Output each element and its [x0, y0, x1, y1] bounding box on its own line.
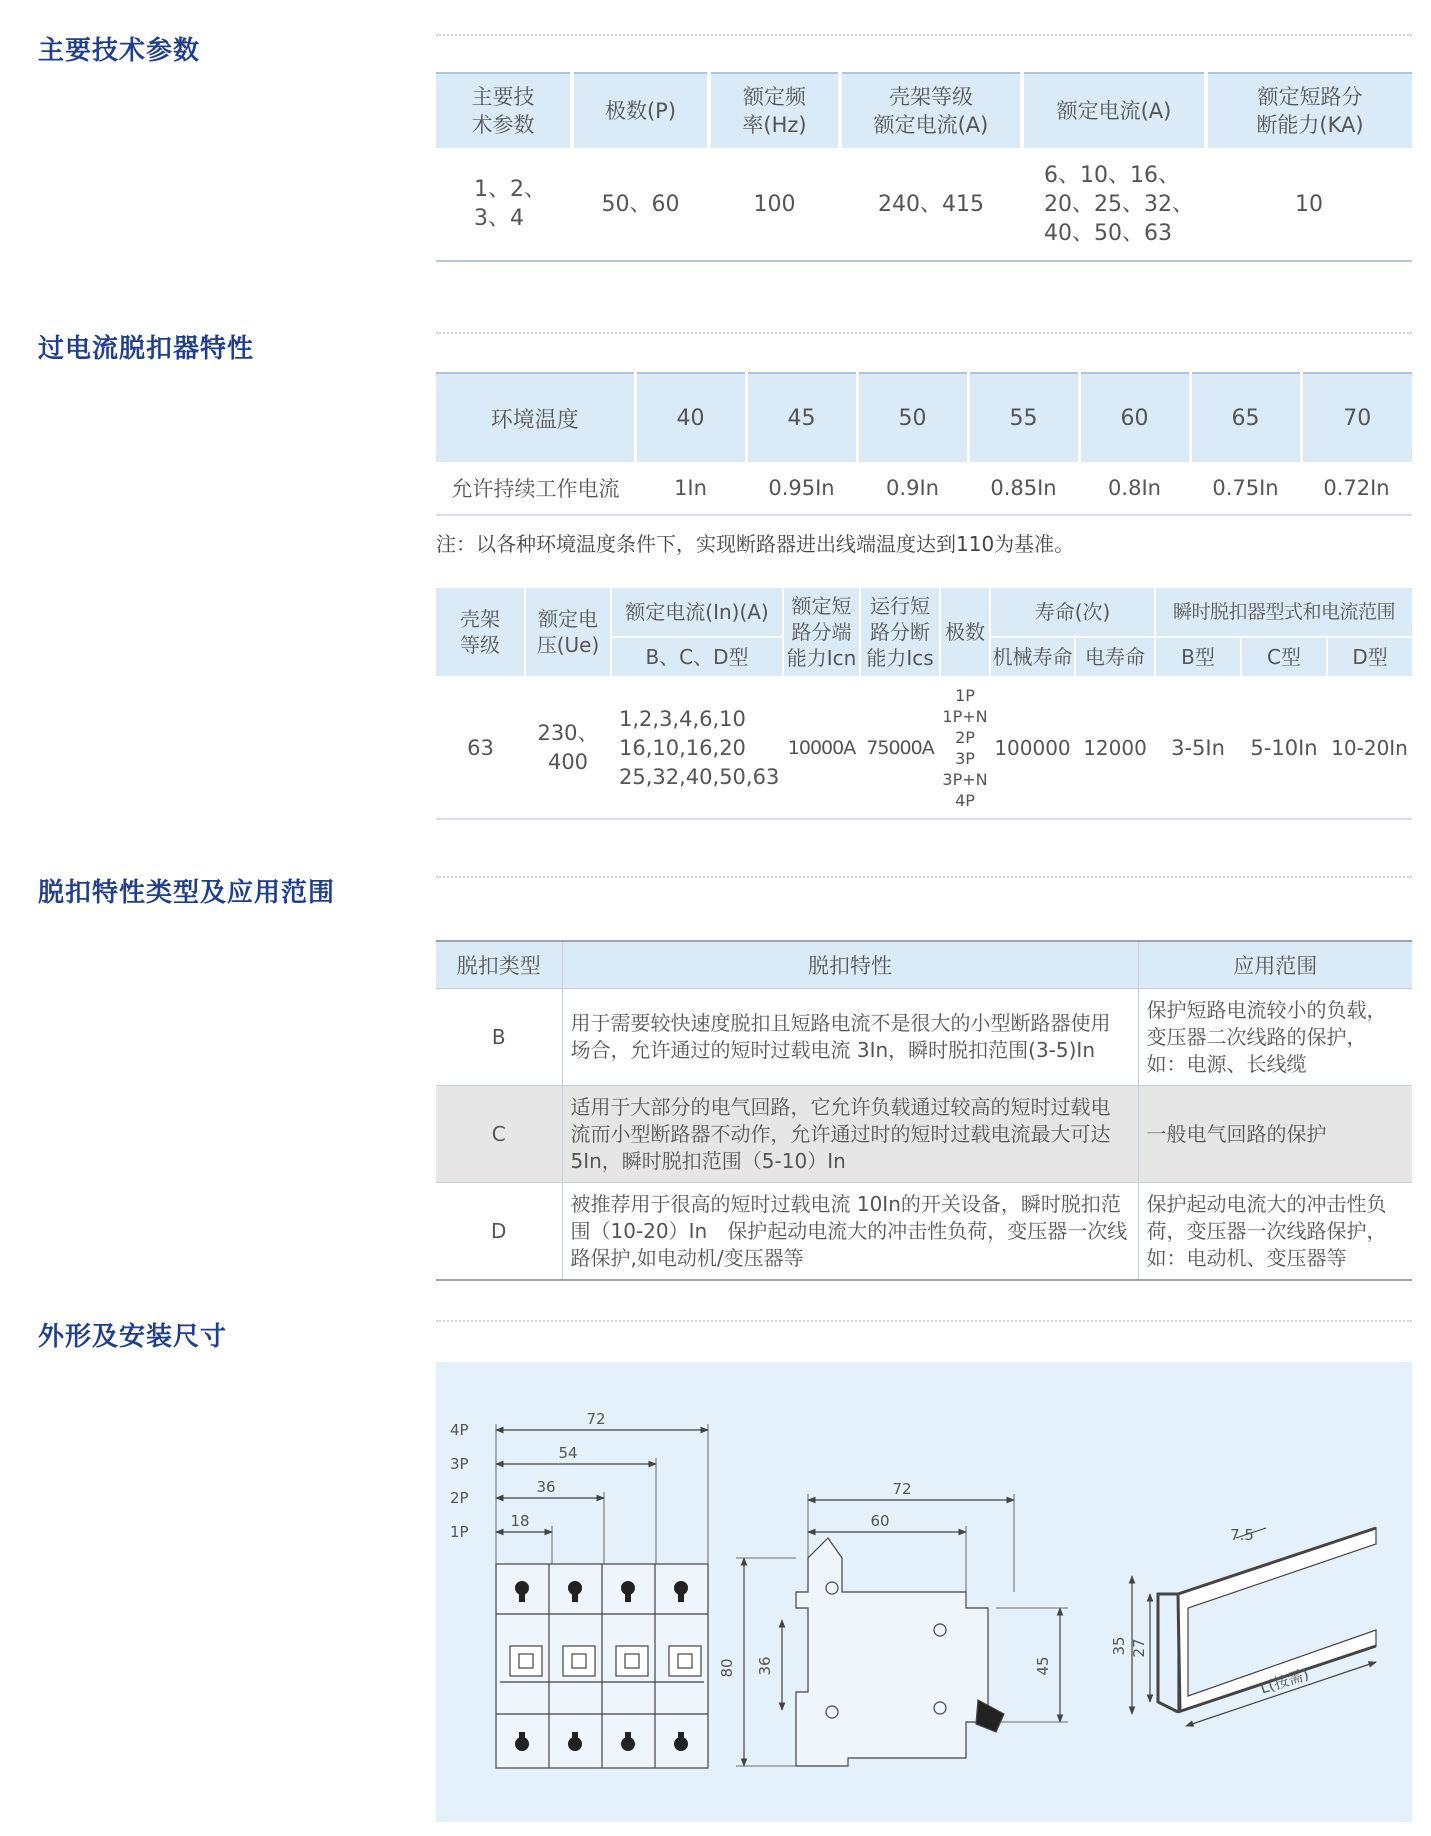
front-view-drawing [496, 1424, 708, 1768]
dim-27: 27 [1130, 1638, 1148, 1658]
dim-72: 72 [586, 1410, 606, 1428]
cell-poles: 1P 1P+N 2P 3P 3P+N 4P [942, 686, 988, 810]
table-row [436, 1183, 1412, 1281]
main-params-table [436, 72, 1412, 262]
header-cell: 脱扣类型 [436, 941, 562, 989]
cell-c-range: 5-10In [1250, 735, 1318, 760]
header-cell: 环境温度 [436, 373, 635, 462]
cell-breaking-capacity: 10 [1295, 191, 1323, 217]
cell-ics: 75000A [866, 736, 934, 759]
header-cell: 极数(P) [572, 73, 709, 148]
header-cell: 额定短 路分端 能力Icn [783, 588, 860, 677]
trip-type: D [436, 1183, 562, 1281]
cell-currents: 1,2,3,4,6,10 16,10,16,20 25,32,40,50,63 [619, 706, 780, 789]
current-cell: 0.95In [768, 476, 835, 500]
dim-45: 45 [1034, 1656, 1052, 1676]
temp-cell: 50 [857, 373, 968, 462]
dim-7-5: 7.5 [1230, 1526, 1254, 1544]
section-title-trip-types: 脱扣特性类型及应用范围 [38, 878, 336, 908]
cell-rated-current: 6、10、16、 20、25、32、 40、50、63 [1044, 162, 1194, 246]
table-row [436, 462, 1412, 515]
temp-cell: 65 [1190, 373, 1301, 462]
section-title-main-params: 主要技术参数 [38, 36, 201, 66]
trip-characteristic: 被推荐用于很高的短时过载电流 10In的开关设备，瞬时脱扣范围（10-20）In 保护起动电流大的冲击性负荷，变压器一次线路保护,如电动机/变压器等 [562, 1183, 1138, 1281]
trip-characteristic: 适用于大部分的电气回路，它允许负载通过较高的短时过载电流而小型断路器不动作，允许通过时的短时过载电流最大可达5In，瞬时脱扣范围（5-10）In [562, 1086, 1138, 1183]
table-row [436, 989, 1412, 1086]
dim-36: 36 [536, 1478, 556, 1496]
trip-types-table [436, 940, 1412, 1281]
header-cell: 极数 [940, 588, 990, 677]
rail-length-label: L(按需) [1257, 1664, 1312, 1698]
header-cell: 电寿命 [1075, 637, 1155, 677]
dim-54: 54 [558, 1444, 578, 1462]
overcurrent-table [436, 372, 1412, 516]
cell-elec-life: 12000 [1083, 735, 1147, 760]
header-cell: 壳架 等级 [436, 588, 525, 677]
section-title-overcurrent: 过电流脱扣器特性 [38, 334, 255, 364]
pole-label-2p: 2P [450, 1489, 469, 1507]
application-range: 保护短路电流较小的负载，变压器二次线路的保护，如：电源、长线缆 [1138, 989, 1412, 1086]
dim-35: 35 [1110, 1636, 1128, 1656]
dimension-drawing-panel [436, 1362, 1412, 1822]
dim-72-side: 72 [892, 1480, 912, 1498]
header-cell: 额定电流(In)(A) [611, 588, 783, 637]
dim-18: 18 [510, 1512, 530, 1530]
dotted-divider [436, 332, 1412, 334]
temp-cell: 45 [746, 373, 857, 462]
trip-type: B [436, 989, 562, 1086]
temp-cell: 40 [635, 373, 746, 462]
current-cell: 0.9In [886, 476, 939, 500]
pole-label-1p: 1P [450, 1523, 469, 1541]
side-view-drawing [736, 1494, 1068, 1766]
cell-value: 100 [753, 191, 796, 217]
temp-cell: 70 [1301, 373, 1412, 462]
table-row [436, 677, 1412, 819]
application-range: 保护起动电流大的冲击性负荷，变压器一次线路保护，如：电动机、变压器等 [1138, 1183, 1412, 1281]
spec-table [436, 588, 1412, 820]
pole-label-4p: 4P [450, 1421, 469, 1439]
din-rail-drawing [1132, 1528, 1376, 1726]
current-cell: 0.75In [1212, 476, 1279, 500]
table-header-row [436, 941, 1412, 989]
section-title-dimensions: 外形及安装尺寸 [38, 1322, 228, 1352]
temp-cell: 60 [1079, 373, 1190, 462]
header-cell: B型 [1155, 637, 1241, 677]
header-cell: C型 [1241, 637, 1327, 677]
cell-value: 240、415 [878, 191, 984, 217]
table-row [436, 148, 1412, 261]
cell-frame: 63 [467, 735, 494, 760]
dotted-divider [436, 876, 1412, 878]
header-cell: 额定频 率(Hz) [709, 73, 840, 148]
table-row [436, 1086, 1412, 1183]
current-cell: 1In [674, 476, 707, 500]
dim-60-side: 60 [870, 1512, 890, 1530]
header-cell: 瞬时脱扣器型式和电流范围 [1155, 588, 1412, 637]
header-cell: 额定电 压(Ue) [525, 588, 611, 677]
header-cell: 主要技 术参数 [436, 73, 572, 148]
header-cell: 应用范围 [1138, 941, 1412, 989]
table-header-row [436, 73, 1412, 148]
dim-80: 80 [718, 1658, 736, 1678]
application-range: 一般电气回路的保护 [1138, 1086, 1412, 1183]
header-cell: D型 [1327, 637, 1412, 677]
header-cell: 额定短路分 断能力(KA) [1206, 73, 1412, 148]
header-cell: 脱扣特性 [562, 941, 1138, 989]
cell-icn: 10000A [787, 736, 856, 759]
header-cell: B、C、D型 [611, 637, 783, 677]
cell-voltage: 230、 400 [537, 721, 599, 774]
cell-b-range: 3-5In [1171, 735, 1225, 760]
temperature-note: 注：以各种环境温度条件下，实现断路器进出线端温度达到110为基准。 [436, 532, 1075, 556]
trip-characteristic: 用于需要较快速度脱扣且短路电流不是很大的小型断路器使用场合，允许通过的短时过载电流 3In，瞬时脱扣范围(3-5)In [562, 989, 1138, 1086]
cell-mech-life: 100000 [994, 735, 1071, 760]
dotted-divider [436, 1320, 1412, 1322]
cell-frequency: 50、60 [601, 191, 680, 217]
header-cell: 壳架等级 额定电流(A) [840, 73, 1022, 148]
header-cell: 运行短 路分断 能力Ics [860, 588, 940, 677]
current-cell: 0.8In [1108, 476, 1161, 500]
cell-d-range: 10-20In [1331, 735, 1408, 760]
row-label: 允许持续工作电流 [451, 477, 620, 501]
dotted-divider [436, 34, 1412, 36]
trip-type: C [436, 1086, 562, 1183]
dim-36-side: 36 [756, 1656, 774, 1676]
table-header-row [436, 588, 1412, 637]
current-cell: 0.72In [1323, 476, 1390, 500]
temp-cell: 55 [968, 373, 1079, 462]
pole-label-3p: 3P [450, 1455, 469, 1473]
header-cell: 额定电流(A) [1022, 73, 1206, 148]
current-cell: 0.85In [990, 476, 1057, 500]
header-cell: 寿命(次) [990, 588, 1155, 637]
cell-poles: 1、2、 3、4 [474, 177, 546, 231]
header-cell: 机械寿命 [990, 637, 1075, 677]
table-header-row [436, 373, 1412, 462]
